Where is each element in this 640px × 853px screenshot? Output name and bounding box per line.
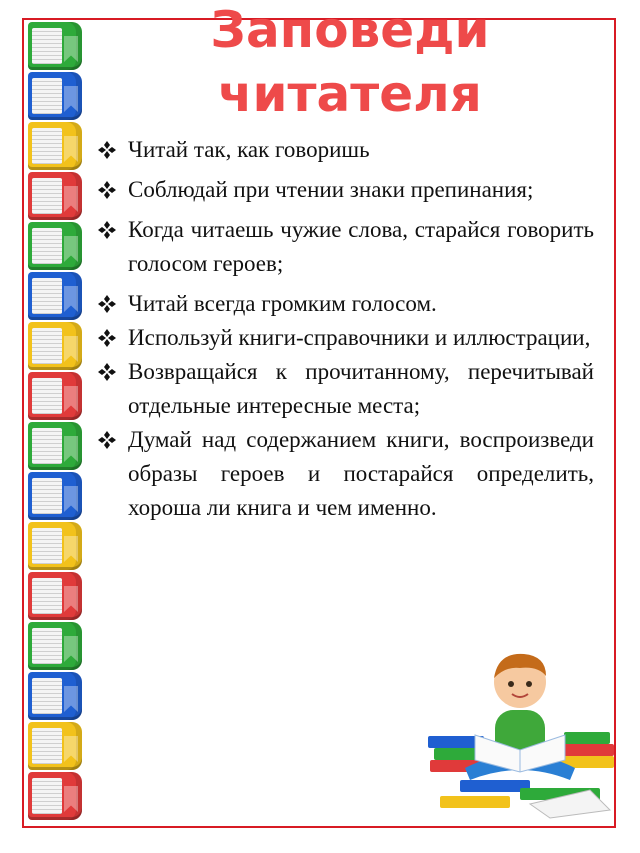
book-spine-icon: [28, 322, 82, 370]
book-pages-icon: [32, 278, 62, 314]
book-spine-icon: [28, 422, 82, 470]
rule-text: Когда читаешь чужие слова, старайся говорить голосом героев;: [128, 217, 594, 276]
list-item: [98, 133, 594, 167]
bookmark-ribbon-icon: [64, 86, 78, 112]
bookmark-ribbon-icon: [64, 436, 78, 462]
book-spine-icon: [28, 522, 82, 570]
book-pages-icon: [32, 478, 62, 514]
page-title: Заповеди читателя: [210, 1, 490, 123]
bookmark-ribbon-icon: [64, 536, 78, 562]
book-spine-icon: [28, 622, 82, 670]
book-pages-icon: [32, 228, 62, 264]
bookmark-ribbon-icon: [64, 586, 78, 612]
rule-text: Соблюдай при чтении знаки препинания;: [128, 177, 534, 202]
diamond-bullet-icon: [98, 329, 116, 347]
book-pages-icon: [32, 328, 62, 364]
book-spine-icon: [28, 22, 82, 70]
diamond-bullet-icon: [98, 431, 116, 449]
book-pages-icon: [32, 128, 62, 164]
book-spine-icon: [28, 722, 82, 770]
bookmark-ribbon-icon: [64, 386, 78, 412]
book-spine-icon: [28, 472, 82, 520]
book-pages-icon: [32, 28, 62, 64]
book-spine-icon: [28, 672, 82, 720]
book-spine-icon: [28, 372, 82, 420]
list-item: [98, 173, 594, 207]
rule-text: Возвращайся к прочитанному, перечитывай отдельные интересные места;: [128, 359, 594, 418]
book-pages-icon: [32, 628, 62, 664]
book-pages-icon: [32, 528, 62, 564]
diamond-bullet-icon: [98, 221, 116, 239]
diamond-bullet-icon: [98, 295, 116, 313]
bookmark-ribbon-icon: [64, 186, 78, 212]
bookmark-ribbon-icon: [64, 286, 78, 312]
book-pages-icon: [32, 178, 62, 214]
rule-text: Читай всегда громким голосом.: [128, 291, 437, 316]
bookmark-ribbon-icon: [64, 336, 78, 362]
rule-text: Используй книги-справочники и иллюстрации,: [128, 325, 591, 350]
bookmark-ribbon-icon: [64, 686, 78, 712]
bookmark-ribbon-icon: [64, 736, 78, 762]
list-item: [98, 423, 594, 525]
bookmark-ribbon-icon: [64, 236, 78, 262]
book-pages-icon: [32, 678, 62, 714]
diamond-bullet-icon: [98, 181, 116, 199]
book-pages-icon: [32, 728, 62, 764]
book-pages-icon: [32, 778, 62, 814]
book-spine-icon: [28, 172, 82, 220]
list-item: [98, 321, 594, 355]
book-pages-icon: [32, 428, 62, 464]
rules-list: [98, 133, 594, 525]
bookmark-ribbon-icon: [64, 786, 78, 812]
book-spines-column: [28, 22, 84, 828]
book-pages-icon: [32, 578, 62, 614]
list-item: [98, 287, 594, 321]
book-spine-icon: [28, 772, 82, 820]
book-pages-icon: [32, 78, 62, 114]
book-pages-icon: [32, 378, 62, 414]
bookmark-ribbon-icon: [64, 486, 78, 512]
list-item: [98, 355, 594, 423]
bookmark-ribbon-icon: [64, 636, 78, 662]
diamond-bullet-icon: [98, 363, 116, 381]
book-spine-icon: [28, 222, 82, 270]
book-spine-icon: [28, 272, 82, 320]
rule-text: Читай так, как говоришь: [128, 137, 370, 162]
rule-text: Думай над содержанием книги, воспроизведи образы героев и постарайся определить, хороша ли книга и чем именно.: [128, 427, 594, 520]
bookmark-ribbon-icon: [64, 36, 78, 62]
bookmark-ribbon-icon: [64, 136, 78, 162]
list-item: [98, 213, 594, 281]
boy-reading-books-illustration: [420, 640, 620, 820]
diamond-bullet-icon: [98, 141, 116, 159]
book-spine-icon: [28, 122, 82, 170]
book-spine-icon: [28, 572, 82, 620]
book-spine-icon: [28, 72, 82, 120]
boy-figure: [465, 654, 575, 780]
